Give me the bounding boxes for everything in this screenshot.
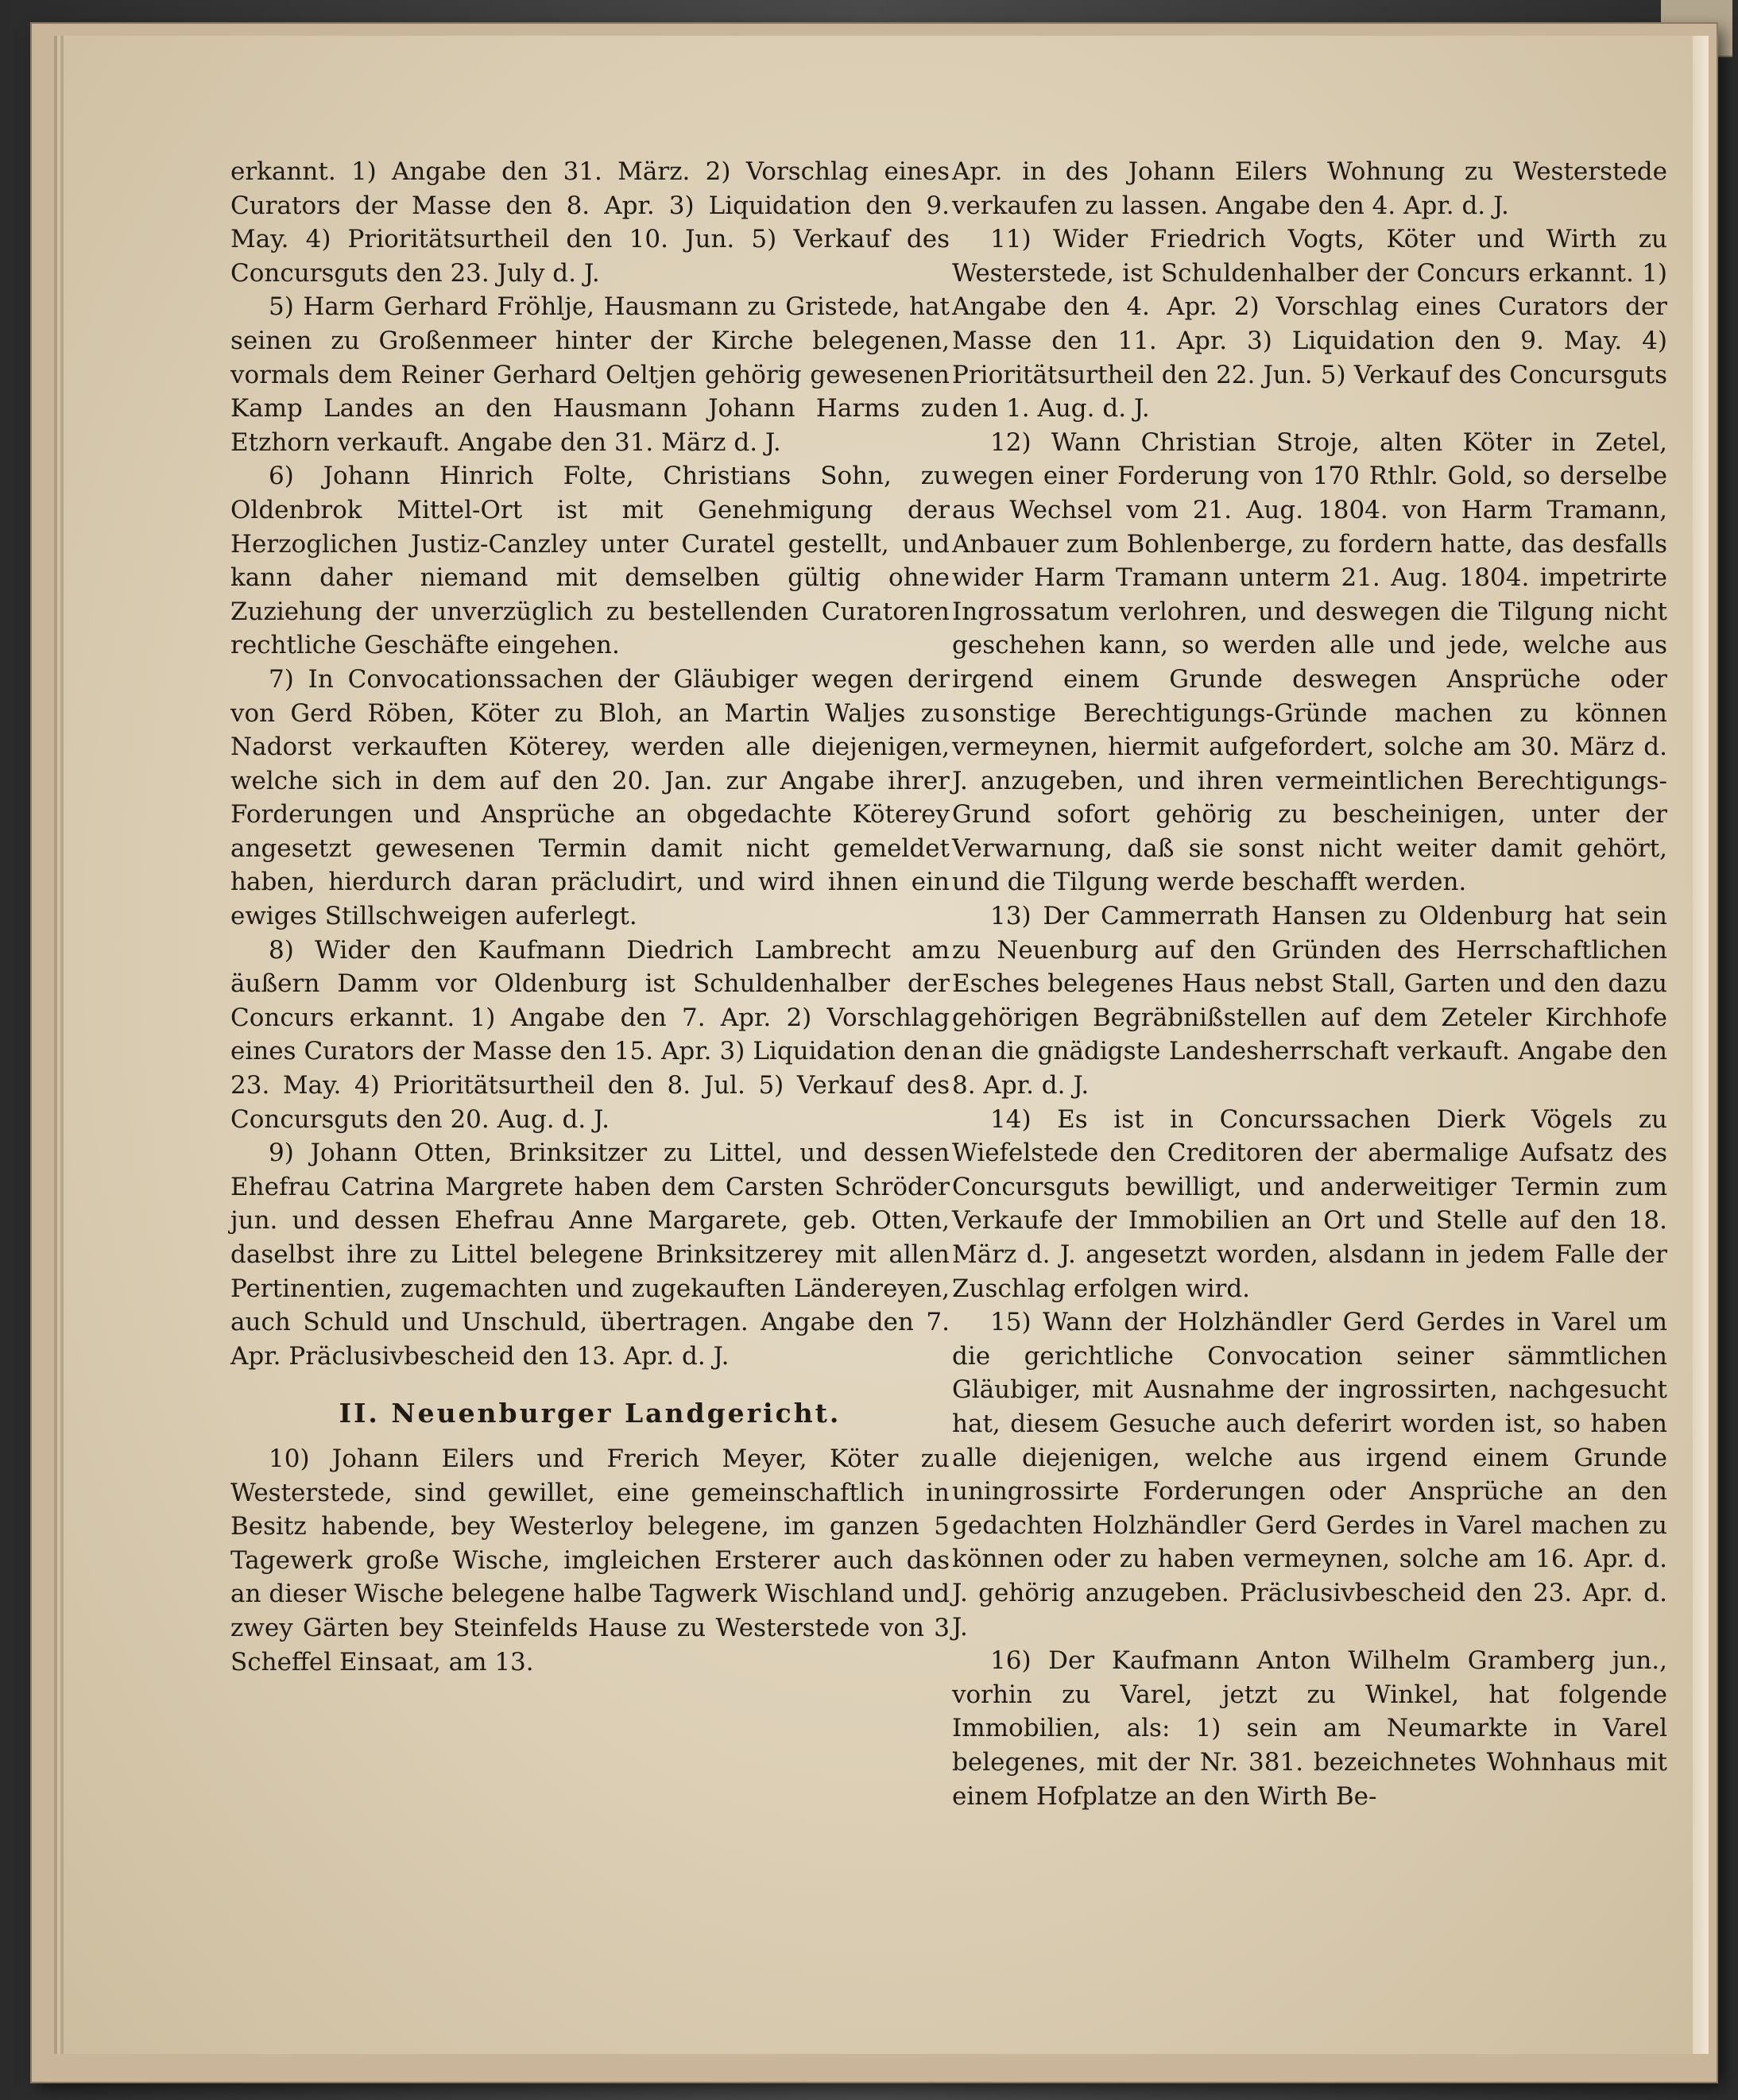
paragraph: 6) Johann Hinrich Folte, Christians Sohn, zu Oldenbrok Mittel-Ort ist mit Genehmigung der Herzoglichen Justiz-Canzley unter Curatel gestellt, und kann daher niemand mit demselben gültig ohne Zuziehung der unverzüglich zu bestellenden Curatoren rechtliche Geschäfte eingehen.: [230, 462, 950, 660]
paragraph: 12) Wann Christian Stroje, alten Köter in Zetel, wegen einer Forderung von 170 Rthlr. Gold, so derselbe aus Wechsel vom 21. Aug. 1804. von Harm Tramann, Anbauer zum Bohlenberge, zu fordern hatte, das desfalls wider Harm Tramann unterm 21. Aug. 1804. impetrirte Ingrossatum verlohren, und deswegen die Tilgung nicht geschehen kann, so werden alle und jede, welche aus irgend einem Grunde deswegen Ansprüche oder sonstige Berechtigungs-Gründe machen zu können vermeynen, hiermit aufgefordert, solche am 30. März d. J. anzugeben, und ihren vermeintlichen Berechtigungs-Grund sofort gehörig zu bescheinigen, unter der Verwarnung, daß sie sonst nicht weiter damit gehört, und die Tilgung werde beschafft werden.: [952, 427, 1667, 897]
paragraph: 14) Es ist in Concurssachen Dierk Vögels zu Wiefelstede den Creditoren der abermalige Aufsatz des Concursguts bewilligt, und anderweitiger Termin zum Verkaufe der Immobilien an Ort und Stelle auf den 18. März d. J. angesetzt worden, alsdann in jedem Falle der Zuschlag erfolgen wird.: [952, 1104, 1667, 1303]
paragraph: 9) Johann Otten, Brinksitzer zu Littel, und dessen Ehefrau Catrina Margrete haben dem Carsten Schröder jun. und dessen Ehefrau Anne Margarete, geb. Otten, daselbst ihre zu Littel belegene Brinksitzerey mit allen Pertinentien, zugemachten und zugekauften Ländereyen, auch Schuld und Unschuld, übertragen. Angabe den 7. Apr. Präclusivbescheid den 13. Apr. d. J.: [230, 1139, 950, 1371]
paragraph: 13) Der Cammerrath Hansen zu Oldenburg hat sein zu Neuenburg auf den Gründen des Herrschaftlichen Esches belegenes Haus nebst Stall, Garten und den dazu gehörigen Begräbnißstellen auf dem Zeteler Kirchhofe an die gnädigste Landesherrschaft verkauft. Angabe den 8. Apr. d. J.: [952, 902, 1667, 1100]
paragraph: 16) Der Kaufmann Anton Wilhelm Gramberg jun., vorhin zu Varel, jetzt zu Winkel, hat folgende Immobilien, als: 1) sein am Neumarkte in Varel belegenes, mit der Nr. 381. bezeichnetes Wohnhaus mit einem Hofplatze an den Wirth Be-: [952, 1646, 1667, 1811]
paragraph: 11) Wider Friedrich Vogts, Köter und Wirth zu Westerstede, ist Schuldenhalber der Concurs erkannt. 1) Angabe den 4. Apr. 2) Vorschlag eines Curators der Masse den 11. Apr. 3) Liquidation den 9. May. 4) Prioritätsurtheil den 22. Jun. 5) Verkauf des Concursguts den 1. Aug. d. J.: [952, 225, 1667, 423]
paragraph: 7) In Convocationssachen der Gläubiger wegen der von Gerd Röben, Köter zu Bloh, an Martin Waljes zu Nadorst verkauften Köterey, werden alle diejenigen, welche sich in dem auf den 20. Jan. zur Angabe ihrer Forderungen und Ansprüche an obgedachte Köterey angesetzt gewesenen Termin damit nicht gemeldet haben, hierdurch daran präcludirt, und wird ihnen ein ewiges Stillschweigen auferlegt.: [230, 664, 950, 931]
page-edge: [1693, 36, 1709, 2054]
paragraph: Apr. in des Johann Eilers Wohnung zu Westerstede verkaufen zu lassen. Angabe den 4. Apr. d. J.: [952, 157, 1667, 220]
paragraph: 15) Wann der Holzhändler Gerd Gerdes in Varel um die gerichtliche Convocation seiner sämmtlichen Gläubiger, mit Ausnahme der ingrossirten, nachgesucht hat, diesem Gesuche auch deferirt worden ist, so haben alle diejenigen, welche aus irgend einem Grunde uningrossirte Forderungen oder Ansprüche an den gedachten Holzhändler Gerd Gerdes in Varel machen zu können oder zu haben vermeynen, solche am 16. Apr. d. J. gehörig anzugeben. Präclusivbescheid den 23. Apr. d. J.: [952, 1308, 1667, 1642]
right-column: [952, 155, 1667, 1813]
paragraph: 10) Johann Eilers und Frerich Meyer, Köter zu Westerstede, sind gewillet, eine gemeinschaftlich in Besitz habende, bey Westerloy belegene, im ganzen 5 Tagewerk große Wische, imgleichen Ersterer auch das an dieser Wische belegene halbe Tagwerk Wischland und zwey Gärten bey Steinfelds Hause zu Westerstede von 3 Scheffel Einsaat, am 13.: [230, 1444, 950, 1677]
left-column: [230, 155, 950, 1679]
section-heading: II. Neuenburger Landgericht.: [339, 1398, 842, 1429]
paragraph: 8) Wider den Kaufmann Diedrich Lambrecht am äußern Damm vor Oldenburg ist Schuldenhalber der Concurs erkannt. 1) Angabe den 7. Apr. 2) Vorschlag eines Curators der Masse den 15. Apr. 3) Liquidation den 23. May. 4) Prioritätsurtheil den 8. Jul. 5) Verkauf des Concursguts den 20. Aug. d. J.: [230, 935, 950, 1134]
paragraph: 5) Harm Gerhard Fröhlje, Hausmann zu Gristede, hat seinen zu Großenmeer hinter der Kirche belegenen, vormals dem Reiner Gerhard Oeltjen gehörig gewesenen Kamp Landes an den Hausmann Johann Harms zu Etzhorn verkauft. Angabe den 31. März d. J.: [230, 292, 950, 457]
paragraph: erkannt. 1) Angabe den 31. März. 2) Vorschlag eines Curators der Masse den 8. Apr. 3) Liquidation den 9. May. 4) Prioritätsurtheil den 10. Jun. 5) Verkauf des Concursguts den 23. July d. J.: [230, 157, 950, 288]
